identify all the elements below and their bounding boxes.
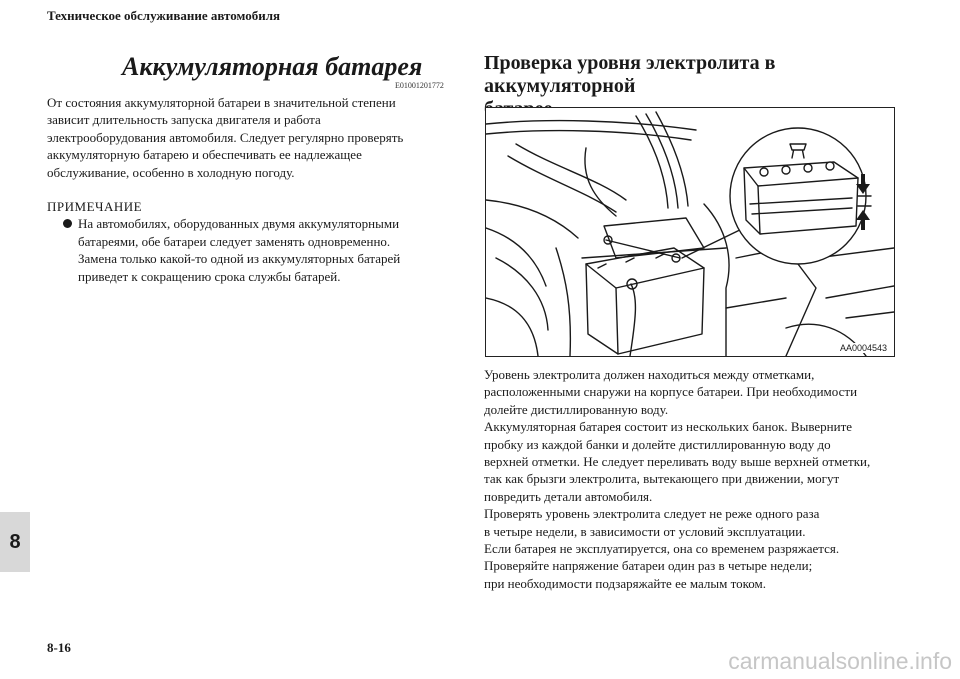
- subsection-title-line: Проверка уровня электролита в аккумуляторной: [484, 52, 776, 97]
- chapter-tab: 8: [0, 512, 30, 572]
- body-line: Если батарея не эксплуатируется, она со временем разряжается.: [484, 541, 840, 557]
- running-header: Техническое обслуживание автомобиля: [47, 8, 281, 23]
- page-number: 8-16: [47, 640, 71, 655]
- left-column: [47, 94, 457, 285]
- intro-line: электрооборудования автомобиля. Следует регулярно проверять: [47, 129, 404, 145]
- intro-line: обслуживание, особенно в холодную погоду.: [47, 164, 295, 180]
- body-line: Уровень электролита должен находиться между отметками,: [484, 367, 815, 382]
- section-code: E01001201772: [395, 81, 444, 90]
- note-line: приведет к сокращению срока службы батарей.: [78, 268, 341, 284]
- body-line: пробку из каждой банки и долейте дистиллированную воду до: [484, 436, 831, 452]
- body-line: при необходимости подзаряжайте ее малым током.: [484, 575, 766, 591]
- body-line: расположенными снаружи на корпусе батареи. При необходимости: [484, 384, 858, 400]
- note-title: ПРИМЕЧАНИЕ: [47, 199, 143, 215]
- note-line: батареями, обе батареи следует заменять одновременно.: [78, 233, 391, 249]
- body-line: Аккумуляторная батарея состоит из нескольких банок. Выверните: [484, 419, 853, 435]
- body-line: Проверяйте напряжение батареи один раз в четыре недели;: [484, 558, 813, 574]
- body-line: так как брызги электролита, вытекающего при движении, могут: [484, 471, 840, 487]
- engine-bay-drawing: [486, 108, 894, 356]
- right-column: [484, 366, 904, 592]
- body-line: Проверять уровень электролита следует не реже одного раза: [484, 506, 820, 522]
- figure-label: AA0004543: [839, 343, 887, 353]
- note-item: [47, 215, 457, 285]
- body-line: повредить детали автомобиля.: [484, 488, 653, 504]
- battery-illustration: [485, 107, 895, 357]
- note-line: На автомобилях, оборудованных двумя аккумуляторными: [78, 216, 400, 232]
- body-line: в четыре недели, в зависимости от условий эксплуатации.: [484, 523, 806, 539]
- intro-line: От состояния аккумуляторной батареи в значительной степени: [47, 95, 396, 110]
- note-line: Замена только какой-то одной из аккумуляторных батарей: [78, 251, 401, 267]
- section-title: Аккумуляторная батарея: [122, 52, 423, 81]
- intro-line: зависит длительность запуска двигателя и работа: [47, 112, 321, 128]
- watermark: carmanualsonline.info: [728, 648, 952, 674]
- bullet-dot-icon: [63, 219, 72, 228]
- body-line: верхней отметки. Не следует переливать воду выше верхней отметки,: [484, 454, 871, 470]
- body-line: долейте дистиллированную воду.: [484, 401, 669, 417]
- intro-line: аккумуляторную батарею и обеспечивать ее надлежащее: [47, 147, 362, 163]
